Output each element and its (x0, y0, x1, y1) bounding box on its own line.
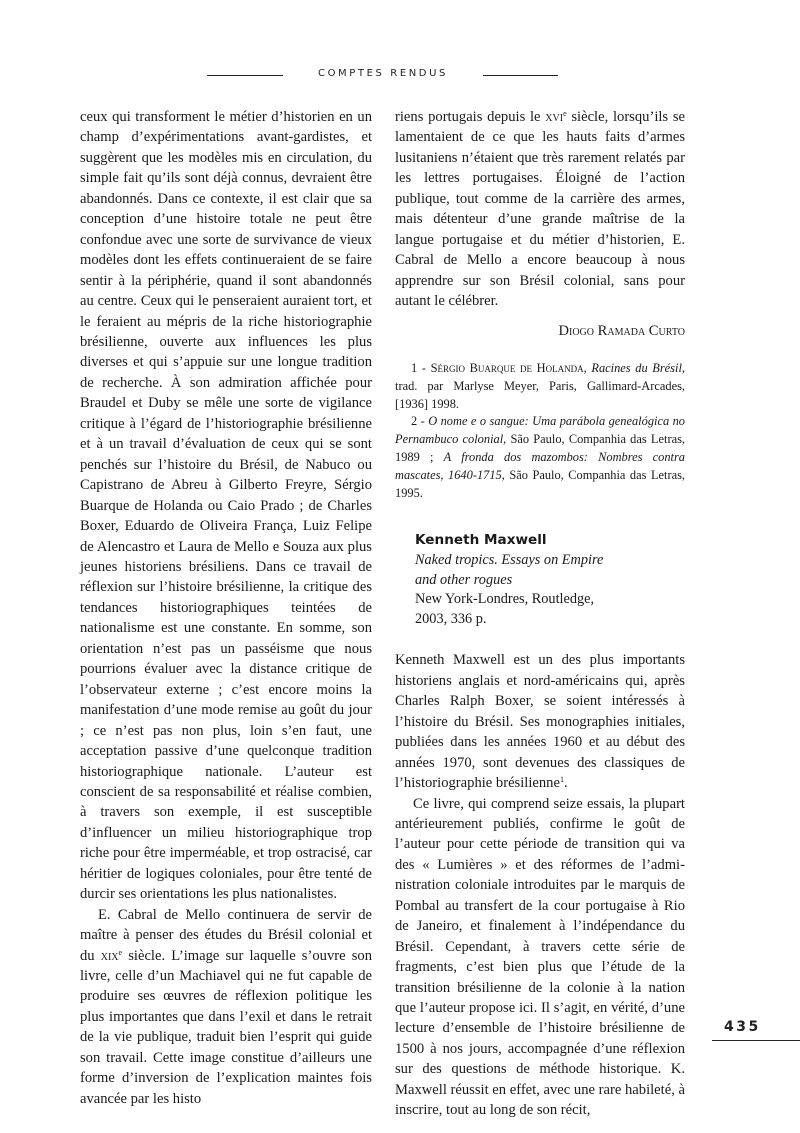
r1-text-b: . (563, 775, 568, 792)
century-superscript: e (118, 947, 123, 957)
page-number: 435 (724, 1019, 761, 1035)
century-superscript: e (563, 109, 567, 118)
left-column (80, 107, 372, 1109)
page-number-rule (712, 1040, 800, 1041)
footnote-1 (395, 360, 685, 413)
left-paragraph-1: ceux qui transforment le métier d’historien en un champ d’expérimentations avant-gardistes, et suggèrent que les modèles mis en circulation, du simple fait qu’ils sont déjà connus, devraient être abandonnés. Dans ce contexte, il est clair que sa conception d’une histoire totale ne peut être confondue avec une sorte de survivance de vieux modèles dont les effets continueraient de se faire sentir à la périphérie, quand il sont abandonnés au centre. Ceux qui le penseraient auraient tort, et le feraient au mépris de la riche historiographie brésilienne, ouverte aux influences les plus diverses et qui s’appuie sur une longue tradition de recherche. À son admiration affichée pour Braudel et Duby se mêle une sorte de vigilance critique à l’égard de l’historiographie brésilienne et à un travail d’évaluation de ceux qui se sont penchés sur l’histoire du Brésil, de Nabuco ou Capistrano de Abreu à Gilberto Freyre, Sérgio Buarque de Holanda ou Caio Prado ; de Charles Boxer, Eduardo de Oliveira França, Luiz Felipe de Alencastro et Laura de Mello e Souza aux plus jeunes historiens brésiliens. Dans ce travail de réflexion sur l’histoire brésilienne, la critique des tendances historiographiques teintées de nationalisme est une constante. En somme, son orientation n’est pas un passéisme que nous pourrions évaluer avec la distance critique de l’observateur externe ; c’est encore moins la manifestation d’une mode remise au goût du jour ; ce n’est pas non plus, loin s’en faut, une acceptation passive d’une quelconque tradition historiographique nationale. L’auteur est conscient de sa responsabilité et réalise combien, à travers son exemple, il est susceptible d’influencer un milieu historiographique trop riche pour être imperméable, et trop ostracisé, car héritier de logiques coloniales, pour être tenté de durcir ses orientations les plus nationalistes. (80, 109, 372, 903)
review-paragraph-1 (395, 650, 685, 793)
review-body (395, 650, 685, 1120)
century-numeral: xvi (545, 109, 564, 125)
book-title-line-2: and other rogues (415, 571, 513, 588)
footnote-book-title: A fronda dos mazombos: Nombres contra mascates, 1640-1715 (395, 449, 686, 482)
footnote-number: 2 - (411, 414, 429, 429)
footnote-author: Sérgio Buarque de Holanda (430, 360, 584, 375)
r1-text-a: Kenneth Maxwell est un des plus importants historiens anglais et nord-américains qui, après Charles Ralph Boxer, se soient intéressés à l’histoire du Brésil. Ses monographies initiales, publiées dans les années 1960 et au début des années 1970, sont devenues des classiques de l’historiographie brésilienne (395, 652, 685, 792)
book-review-header (395, 531, 685, 629)
left-paragraph-2 (80, 905, 372, 1110)
century-numeral: xix (100, 947, 119, 964)
footnote-2 (395, 413, 685, 502)
footnote-details: , trad. par Marlyse Meyer, Paris, Gallimard-Arcades, [1936] 1998. (395, 360, 685, 411)
p2-text-a: E. Cabral de Mello continuera de servir de maître à penser des études du Brésil colonial et du (80, 906, 372, 964)
right-paragraph-1 (395, 107, 685, 312)
review-signature: Diogo Ramada Curto (558, 322, 685, 339)
footnote-ref: 1 (559, 775, 564, 785)
header-rule-left (207, 75, 283, 76)
footnotes (395, 360, 685, 502)
running-header (0, 62, 800, 90)
footnote-separator: , (583, 360, 592, 375)
review-paragraph-2: Ce livre, qui comprend seize essais, la plupart antérieurement publiés, confirme le goût de l’auteur pour cette période de transition qui va des « Lumières » et des réformes de l’administration coloniale introduites par le marquis de Pombal au transfert de la cour portugaise à Rio de Janeiro, et finalement à l’indépendance du Brésil. Cependant, à travers cette série de fragments, c’est bien plus que l’étude de la transition brésilienne de la colonie à la nation que l’auteur propose ici. Il s’agit, en vérité, d’une lecture d’ensemble de l’histoire brésilienne de 1500 à nos jours, accompagnée d’une réflexion sur des questions de méthode historique. K. Maxwell réussit en effet, avec une rare habileté, à inscrire, tout au long de son récit, (395, 795, 685, 1119)
book-publisher: New York-Londres, Routledge, (415, 591, 595, 608)
footnote-number: 1 - (411, 360, 431, 375)
section-title: COMPTES RENDUS (318, 68, 448, 79)
book-year-pages: 2003, 336 p. (415, 610, 487, 627)
rp1-text-b: siècle, lorsqu’ils se lamentaient de ce que les hauts faits d’armes lusitaniens n’étaient que très rarement relatés par les lettres portugaises. Éloigné de l’action publique, tout comme de la carrière des armes, mais détenteur d’une grande maîtrise de la langue portugaise et du métier d’historien, E. Cabral de Mello a encore beaucoup à nous apprendre sur son Brésil colonial, sans pour autant le célébrer. (395, 109, 685, 310)
right-column (395, 107, 685, 1121)
footnote-book-title: Racines du Brésil (591, 360, 682, 375)
p2-text-b: siècle. L’image sur laquelle s’ouvre son livre, celle d’un Machiavel qui ne fut capable de produire ses œuvres de réflexion politique les plus importantes que dans l’exil et dans le retrait de la vie publique, traduit bien l’esprit qui guide son travail. Cette image constitue d’ailleurs une forme d’inversion de l’explication maintes fois avancée par les histo (80, 947, 372, 1107)
book-title-line-1: Naked tropics. Essays on Empire (415, 551, 604, 568)
footnote-details: , São Paulo, Companhia das Letras, 1989 ; (395, 432, 685, 464)
book-author: Kenneth Maxwell (415, 532, 547, 549)
footnote-book-title: O nome e o sangue: Uma parábola genealógica no Pernambuco colonial (395, 414, 685, 447)
header-rule-right (483, 75, 558, 76)
rp1-text-a: riens portugais depuis le (395, 109, 546, 125)
footnote-details: , São Paulo, Companhia das Letras, 1995. (395, 467, 685, 500)
